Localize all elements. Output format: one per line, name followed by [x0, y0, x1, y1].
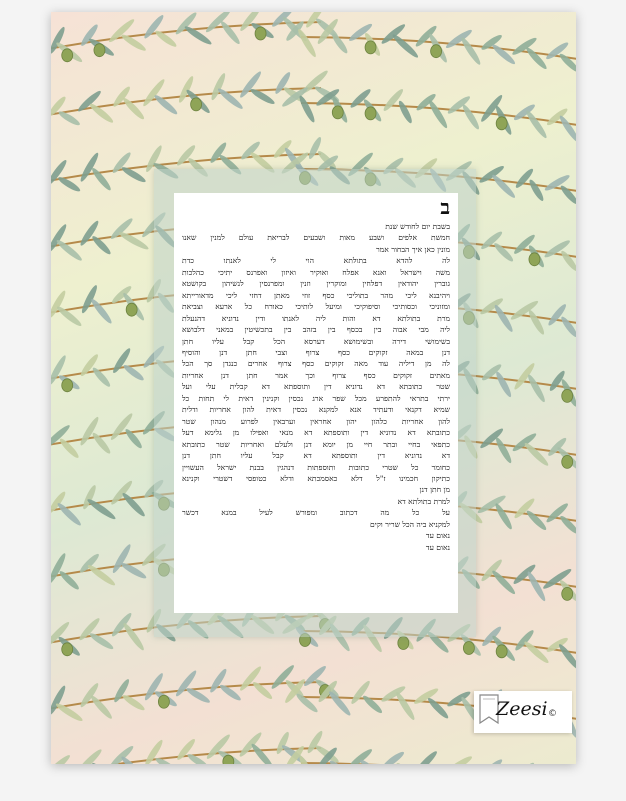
leaf	[394, 690, 417, 721]
copyright-symbol: ©	[548, 709, 557, 719]
text-line: דא נדוניא דין ותוספתא דא קבל עליו חתן דנן	[182, 451, 450, 461]
olive	[562, 587, 573, 600]
leaf	[427, 99, 450, 130]
leaf	[513, 761, 536, 764]
text-line: ומזוניכי וכסותיכי וסיפוקיכי ומיעל לותיכי כאורח כל ארעא וצביאת	[182, 302, 450, 312]
leaf	[494, 370, 513, 398]
leaf	[296, 27, 318, 58]
leaf	[524, 46, 548, 71]
text-panel	[154, 169, 476, 637]
olive	[398, 637, 409, 650]
text-line: בשבת יום לחודש שנת	[385, 222, 450, 231]
leaf	[527, 309, 547, 337]
olive	[496, 645, 507, 658]
leaf	[522, 639, 550, 665]
leaf	[394, 761, 416, 764]
leaf	[397, 99, 414, 124]
text-line: כתיקון חכמינו ז"ל דלא כאסמכתא ודלא כטופסי דשטרי וקנינא	[182, 473, 450, 483]
leaf	[361, 694, 384, 715]
ketubah-artwork	[51, 12, 576, 764]
text-line: כחומר כל שטרי כתובות ותוספתות דנהגין בבנת ישראל העשויין	[182, 462, 450, 472]
leaf	[108, 744, 135, 764]
olive	[332, 106, 343, 119]
leaf	[297, 94, 317, 124]
leaf	[558, 52, 576, 74]
text-line: ירתי בתראי להתפרע מכל שפר ארג נכסין וקנינין דאית לי תחות כל	[182, 393, 450, 403]
leaf	[295, 692, 320, 715]
leaf	[493, 502, 514, 531]
leaf	[559, 249, 576, 273]
olive	[562, 389, 573, 402]
leaf	[525, 509, 549, 532]
text-line: בשימושי דירה ובשימושא דערסא הכל קבל עליו חתן	[182, 336, 450, 346]
olive	[365, 107, 376, 120]
leaf	[492, 241, 515, 263]
leaf	[490, 569, 517, 596]
leaf	[494, 436, 514, 464]
leaf	[559, 184, 576, 206]
brand-logo	[474, 691, 572, 733]
leaf	[75, 747, 103, 764]
leaf	[89, 694, 114, 721]
leaf	[426, 696, 450, 720]
leaf	[444, 754, 473, 764]
olive	[191, 98, 202, 111]
ketubah-text-box	[174, 193, 458, 613]
olive	[431, 45, 442, 58]
brand-name: Zeesi	[496, 698, 548, 720]
leaf	[479, 757, 504, 764]
leaf	[216, 86, 245, 111]
text-line: משה וישראל ואנא אפלח ואוקיר ואיזון ואפרנס יתיכי כהלכות	[182, 267, 450, 277]
text-line: שטר כתובתא דא נדוניא דין ותוספתא דא קבלית עלי ועל	[182, 382, 450, 392]
leaf	[381, 750, 406, 764]
text-line: מרת בתולתא דא והות ליה לאנתו ודין נדוניא דהנעלת	[182, 313, 450, 323]
text-line: למרת בתולתא דא	[397, 496, 450, 506]
leaf	[413, 749, 439, 764]
text-line: כתפאי בחיי ובתר חיי מן יומא דנן ולעלם ואחריות שטר כתובתא	[182, 439, 450, 449]
leaf	[330, 32, 350, 55]
text-line: להון אחריות כלהון יהון אחראין וערבאין לפרוע מנהון שטר	[182, 416, 450, 426]
leaf	[327, 689, 353, 717]
leaf	[249, 742, 275, 764]
leaf	[391, 32, 420, 59]
ketubah-text	[182, 221, 450, 553]
text-line: ויהיבנא ליכי מהר בתוליכי כסף זוזי מאתן דחזי ליכי מדאורייתא	[182, 290, 450, 300]
text-line: מאתים זקוקים כסף צרוף וכך אמר חתן דנן אחריות	[182, 370, 450, 380]
text-line: מונין כאן איך הבחור אמר	[376, 244, 450, 254]
olive	[94, 44, 105, 57]
olive	[223, 755, 234, 764]
leaf	[526, 373, 547, 404]
olive	[126, 303, 137, 316]
olive	[62, 49, 73, 62]
olive	[562, 455, 573, 468]
text-line: כתובתא דא נדוניא דין ותוספתא דא מנאי ואפילו מן גלימא דעל	[182, 428, 450, 438]
text-line: נאום עד	[425, 542, 450, 552]
leaf	[90, 166, 113, 192]
text-line: לה להדא בתולתא הוי לי לאנתו כדת	[182, 256, 450, 266]
opening-letter: ב	[440, 195, 450, 219]
leaf	[523, 441, 551, 468]
text-line: גוברין יהודאין דפלחין ומוקרין וזנין ומפרנסין לנשיהון בקושטא	[182, 279, 450, 289]
leaf	[461, 103, 482, 131]
leaf	[80, 284, 100, 315]
leaf	[559, 315, 576, 339]
text-line: על כל מה דכתוב ומפורש לעיל במנא דכשר	[182, 508, 450, 518]
leaf	[527, 178, 545, 202]
olive	[496, 117, 507, 130]
olive	[62, 379, 73, 392]
text-line: נאום עד	[425, 531, 450, 541]
text-line: למקניא ביה הכל שריר וקים	[369, 519, 450, 529]
leaf	[558, 514, 576, 536]
leaf	[490, 173, 517, 200]
leaf	[558, 114, 576, 144]
olive	[365, 41, 376, 54]
text-line: מן חתן דנן	[419, 485, 450, 495]
text-line: שמיא דקנאי ודעתיד אנא למקנא נכסין דאית להון אחריות ודלית	[182, 405, 450, 415]
leaf	[524, 109, 549, 140]
leaf	[51, 753, 72, 764]
leaf	[121, 621, 146, 652]
olive	[529, 253, 540, 266]
olive	[62, 643, 73, 656]
text-line: ליה מבי אבוה בין בכסף בין בזהב בין בתכשיטין במאני דלבושא	[182, 325, 450, 335]
leaf	[219, 19, 242, 45]
branch-stem	[301, 763, 576, 764]
leaf	[459, 36, 482, 67]
olive	[463, 641, 474, 654]
leaf	[545, 763, 569, 764]
text-line: דנן במאה זקוקים כסף צרוף וצבי חתן דנן והוסיף	[182, 347, 450, 357]
olive	[255, 27, 266, 40]
leaf	[120, 491, 146, 518]
leaf	[89, 297, 114, 325]
leaf	[557, 642, 576, 671]
text-line: לה מן דיליה עוד מאה זקוקים כסף צרוף אחרים כנגדן סך הכל	[182, 359, 450, 369]
text-line: חמשת אלפים ושבע מאות ושבעים לבריאת עולם למנין שאנו	[182, 233, 450, 243]
olive	[158, 695, 169, 708]
